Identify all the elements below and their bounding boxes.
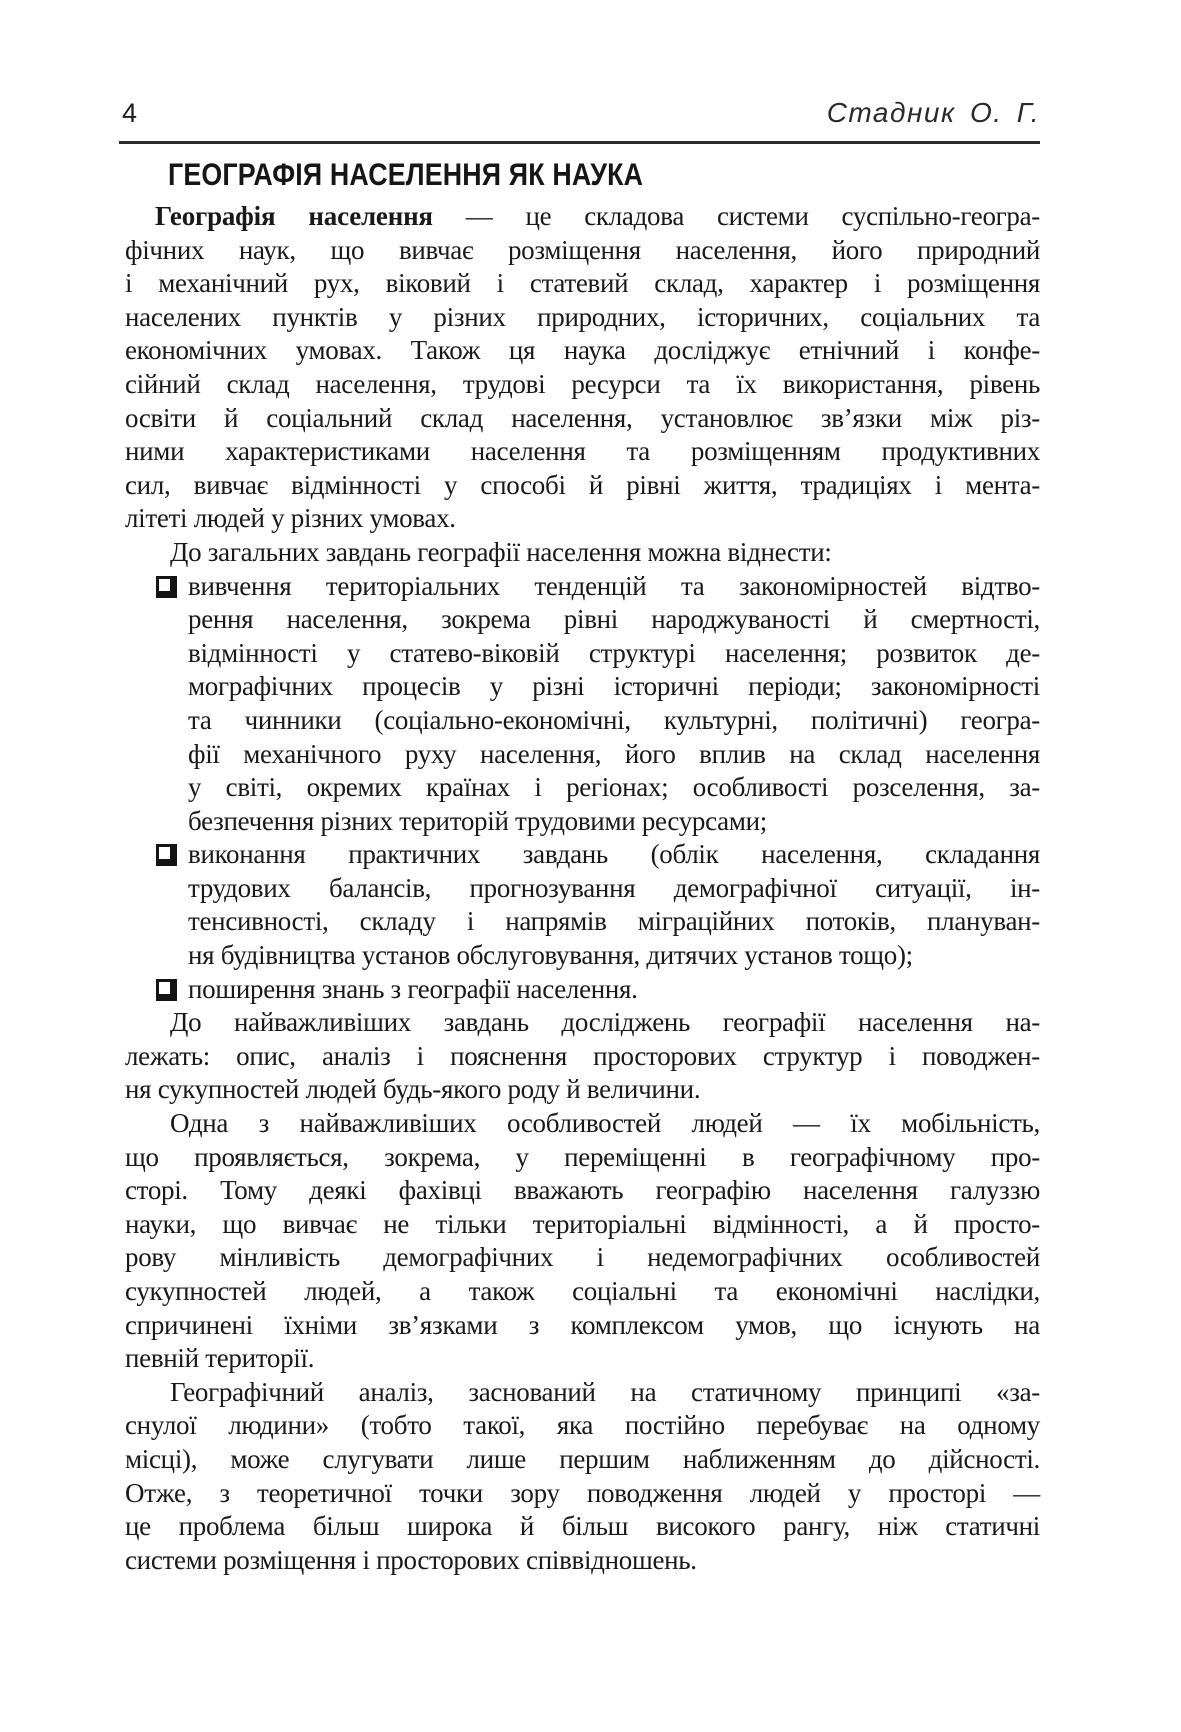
text-line: системи розміщення і просторових співвідношень.	[125, 1544, 697, 1575]
text-line: певній території.	[125, 1343, 315, 1374]
text-line: спричинені їхніми зв’язками з комплексом умов, що існують на	[125, 1309, 1040, 1340]
text-line: Географічний аналіз, заснований на статичному принципі «за-	[170, 1376, 1040, 1407]
text-line: Одна з найважливіших особливостей людей — їх мобільність,	[170, 1108, 1040, 1139]
text-line	[125, 200, 1040, 234]
running-head-author: Стадник О. Г.	[826, 97, 1040, 128]
text-line: ня сукупностей людей будь-якого роду й величини.	[125, 1074, 701, 1105]
text-line: освіти й соціальний склад населення, установлює зв’язки між різ-	[125, 402, 1040, 433]
text-line: ними характеристиками населення та розміщенням продуктивних	[125, 436, 1040, 467]
text-line: це проблема більш широка й більш високого рангу, ніж статичні	[125, 1511, 1040, 1542]
square-bullet-icon	[156, 844, 177, 866]
bullet-list	[125, 570, 1040, 1007]
text-line: у світі, окремих країнах і регіонах; особливості розселення, за-	[188, 772, 1040, 803]
section-title	[125, 157, 1040, 191]
text-column	[125, 157, 1040, 1577]
text-line: і механічний рух, віковий і статевий склад, характер і розміщення	[125, 268, 1040, 299]
paragraph-mobility	[125, 1107, 1040, 1376]
header-divider	[119, 141, 1040, 144]
text-line: Отже, з теоретичної точки зору поводження людей у просторі —	[125, 1477, 1040, 1508]
text-line: рення населення, зокрема рівні народжуваності й смертності,	[188, 604, 1040, 635]
text-line: трудових балансів, прогнозування демографічної ситуації, ін-	[188, 872, 1040, 903]
text-line: науки, що вивчає не тільки територіальні відмінності, а й просто-	[125, 1208, 1040, 1239]
text-line: До загальних завдань географії населення можна віднести:	[170, 536, 832, 567]
text-line: сил, вивчає відмінності у способі й рівні життя, традиціях і мента-	[125, 469, 1040, 500]
text-line: та чинники (соціально-економічні, культурні, політичні) геогра-	[188, 704, 1040, 735]
text-line: економічних умовах. Також ця наука досліджує етнічний і конфе-	[125, 335, 1040, 366]
paragraph-main-tasks	[125, 1006, 1040, 1107]
text-line: тенсивності, складу і напрямів міграційних потоків, плануван-	[188, 906, 1040, 937]
bullet-lines	[188, 973, 1040, 1007]
text-line: сукупностей людей, а також соціальні та економічні наслідки,	[125, 1276, 1040, 1306]
text-line: рову мінливість демографічних і недемографічних особливостей	[125, 1242, 1040, 1273]
paragraph-lead	[125, 200, 1040, 536]
text-line: населених пунктів у різних природних, історичних, соціальних та	[125, 301, 1040, 332]
bullet-lines	[188, 838, 1040, 972]
text-line: снулої людини» (тобто такої, яка постійно перебуває на одному	[125, 1410, 1040, 1441]
square-bullet-icon	[156, 576, 177, 598]
text-line: сторі. Тому деякі фахівці вважають географію населення галуззю	[125, 1175, 1040, 1206]
text-line: лежать: опис, аналіз і пояснення просторових структур і поводжен-	[125, 1040, 1040, 1071]
text-line: сійний склад населення, трудові ресурси та їх використання, рівень	[125, 368, 1040, 399]
body-text	[125, 200, 1040, 1577]
page-number: 4	[122, 98, 138, 128]
text-line: місці), може слугувати лише першим наближенням до дійсності.	[125, 1443, 1040, 1474]
text-line: відмінності у статево-віковій структурі населення; розвиток де-	[188, 637, 1040, 668]
square-bullet-icon	[156, 979, 177, 1001]
text-line: вивчення територіальних тенденцій та закономірностей відтво-	[188, 570, 1040, 601]
bullet-item	[125, 570, 1040, 839]
text-line: фічних наук, що вивчає розміщення населення, його природний	[125, 234, 1040, 265]
paragraph-analysis	[125, 1376, 1040, 1578]
bullet-lines	[188, 570, 1040, 839]
text-line: безпечення різних територій трудовими ресурсами;	[188, 805, 767, 836]
bullet-item	[125, 973, 1040, 1007]
text-line: мографічних процесів у різні історичні періоди; закономірності	[188, 671, 1040, 702]
section-title-text: ГЕОГРАФІЯ НАСЕЛЕННЯ ЯК НАУКА	[168, 156, 644, 192]
paragraph-tasks-intro	[125, 536, 1040, 570]
text-line: поширення знань з географії населення.	[188, 973, 638, 1004]
text-line: До найважливіших завдань досліджень географії населення на-	[170, 1007, 1040, 1038]
lead-term: Географія населення	[155, 201, 433, 231]
lead-rest: — це складова системи суспільно-геогра-	[432, 201, 1040, 231]
text-line: фії механічного руху населення, його вплив на склад населення	[188, 738, 1040, 769]
running-header	[122, 98, 1040, 128]
text-line: що проявляється, зокрема, у переміщенні в географічному про-	[125, 1141, 1040, 1172]
text-line: виконання практичних завдань (облік населення, складання	[188, 839, 1040, 870]
bullet-item	[125, 838, 1040, 972]
paragraph-lines	[125, 234, 1040, 536]
text-line: літеті людей у різних умовах.	[125, 503, 456, 534]
text-line: ня будівництва установ обслуговування, дитячих установ тощо);	[188, 940, 913, 971]
